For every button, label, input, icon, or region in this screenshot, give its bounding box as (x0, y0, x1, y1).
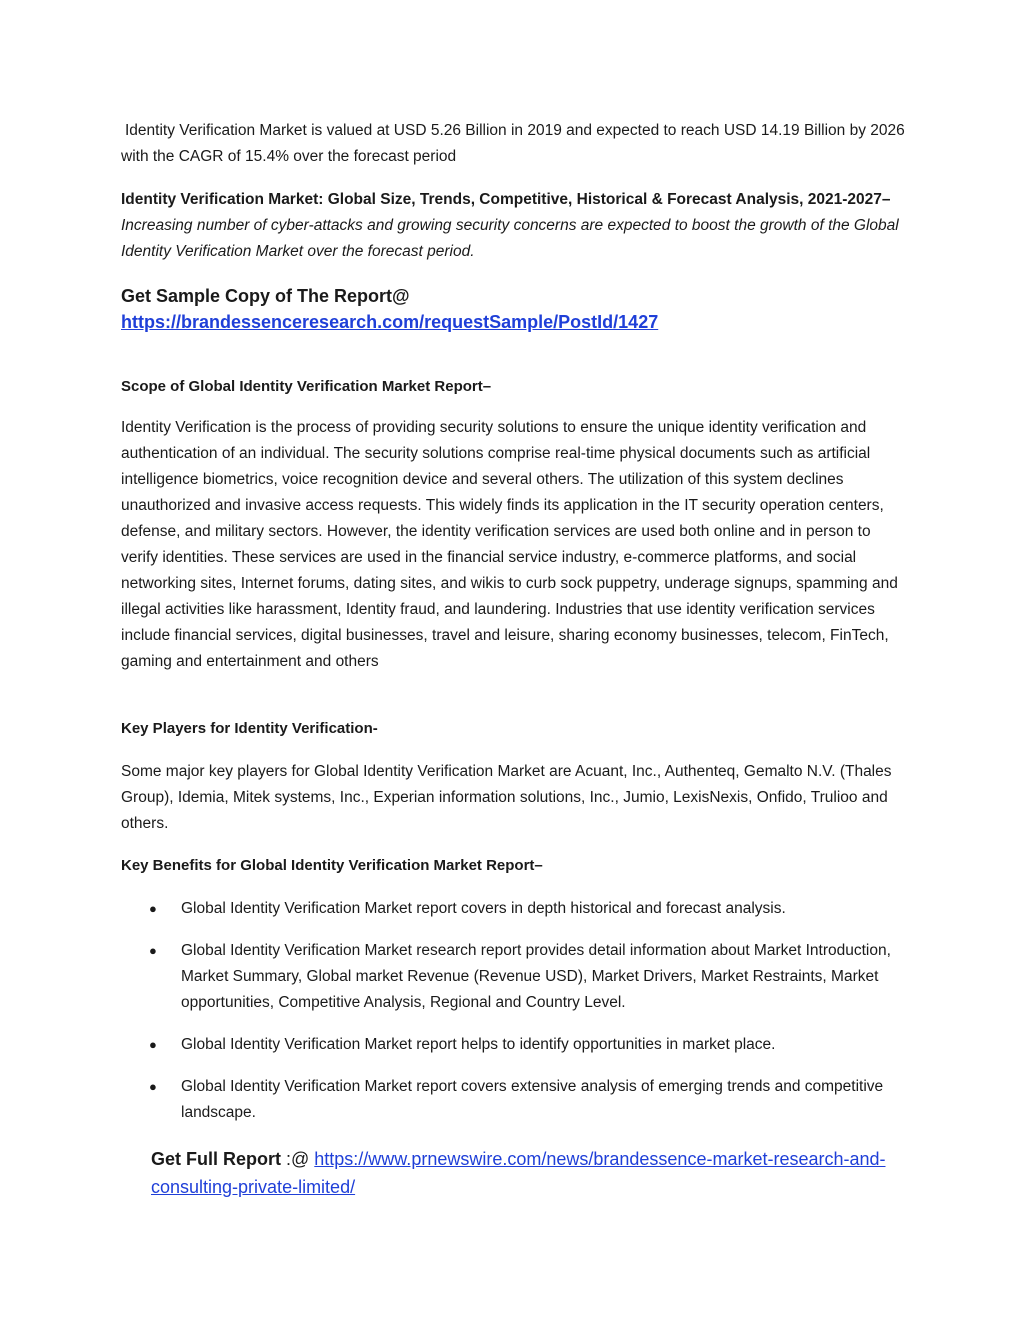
bullet-icon: ● (149, 901, 157, 916)
key-players-heading: Key Players for Identity Verification- (121, 720, 378, 737)
headline-title: Identity Verification Market: Global Size, Trends, Competitive, Historical & Forecast Analysis, 2021-2027– (121, 191, 891, 208)
list-item (121, 938, 911, 1016)
scope-paragraph: Identity Verification is the process of providing security solutions to ensure the unique identity verification and authentication of an individual. The security solutions comprise real-time physical documents such as artificial intelligence biometrics, voice recognition device and several others. The utilization of this system declines unauthorized and invasive access requests. This widely finds its application in the IT security operation centers, defense, and military sectors. However, the identity verification services are used both online and in person to verify identities. These services are used in the financial service industry, e-commerce platforms, and social networking sites, Internet forums, dating sites, and wikis to curb sock puppetry, underage signups, spamming and illegal activities like harassment, Identity fraud, and laundering. Industries that use identity verification services include financial services, digital businesses, travel and leisure, sharing economy businesses, telecom, FinTech, gaming and entertainment and others (121, 419, 898, 670)
sample-copy-label: Get Sample Copy of The Report@ (121, 286, 410, 306)
scope-heading: Scope of Global Identity Verification Market Report– (121, 378, 492, 395)
list-item-text: Global Identity Verification Market report covers extensive analysis of emerging trends and competitive landscape. (181, 1078, 884, 1121)
list-item (121, 1074, 911, 1126)
full-report-link[interactable]: https://www.prnewswire.com/news/brandessence-market-research-and-consulting-private-limited/ (151, 1149, 886, 1197)
key-players-paragraph: Some major key players for Global Identity Verification Market are Acuant, Inc., Authenteq, Gemalto N.V. (Thales Group), Idemia, Mitek systems, Inc., Experian information solutions, Inc., Jumio, LexisNexis, Onfido, Trulioo and others. (121, 763, 892, 832)
headline-summary: Increasing number of cyber-attacks and growing security concerns are expected to boost the growth of the Global Identity Verification Market over the forecast period. (121, 217, 899, 260)
full-report-separator: :@ (281, 1149, 315, 1169)
list-item (121, 1032, 911, 1058)
sample-copy-section (121, 283, 911, 335)
list-item-text: Global Identity Verification Market report covers in depth historical and forecast analysis. (181, 900, 786, 917)
key-benefits-heading: Key Benefits for Global Identity Verification Market Report– (121, 857, 543, 874)
list-item (121, 896, 911, 922)
bullet-icon: ● (149, 943, 157, 958)
full-report-section (151, 1145, 911, 1201)
bullet-icon: ● (149, 1037, 157, 1052)
headline-paragraph (121, 187, 911, 265)
list-item-text: Global Identity Verification Market report helps to identify opportunities in market place. (181, 1036, 776, 1053)
bullet-icon: ● (149, 1079, 157, 1094)
intro-text: Identity Verification Market is valued at USD 5.26 Billion in 2019 and expected to reach USD 14.19 Billion by 2026 with the CAGR of 15.4% over the forecast period (121, 122, 905, 165)
key-benefits-list (121, 896, 911, 1142)
list-item-text: Global Identity Verification Market research report provides detail information about Market Introduction, Market Summary, Global market Revenue (Revenue USD), Market Drivers, Market Restraints, Market opportunities, Competitive Analysis, Regional and Country Level. (181, 942, 891, 1011)
sample-copy-link[interactable]: https://brandessenceresearch.com/requestSample/PostId/1427 (121, 312, 659, 332)
full-report-label: Get Full Report (151, 1149, 281, 1169)
intro-paragraph (121, 118, 911, 170)
